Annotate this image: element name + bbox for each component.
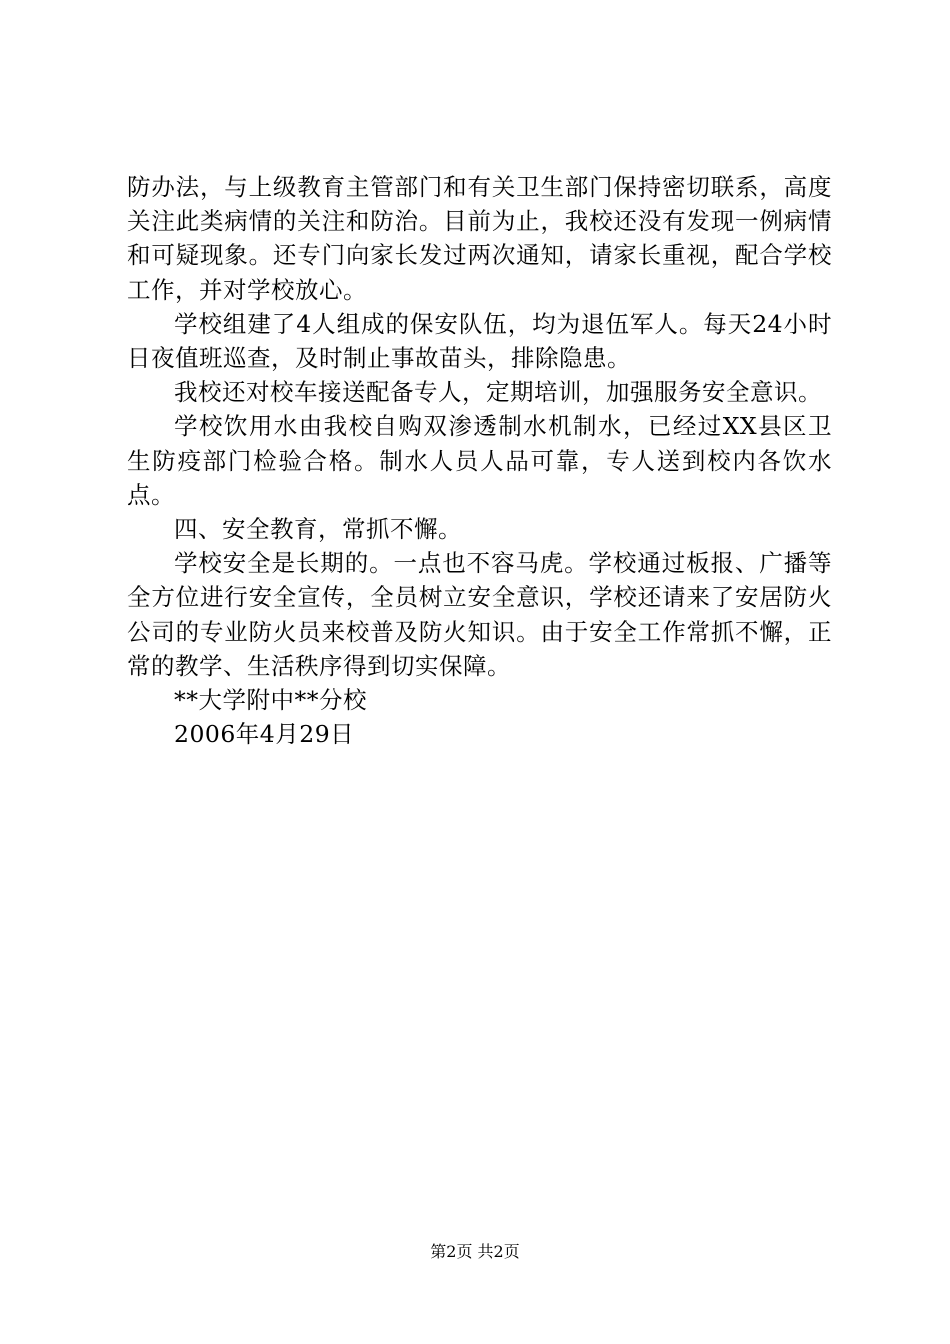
signature-school: **大学附中**分校 [174, 686, 367, 715]
page-footer [0, 1242, 950, 1262]
paragraph-continuation: 防办法，与上级教育主管部门和有关卫生部门保持密切联系，高度关注此类病情的关注和防治。目前为止，我校还没有发现一例病情和可疑现象。还专门向家长发过两次通知，请家长重视，配合学校工作，并对学校放心。 [127, 173, 832, 304]
page-number: 第2页 共2页 [430, 1242, 520, 1261]
paragraph-drinking-water: 学校饮用水由我校自购双渗透制水机制水，已经过XX县区卫生防疫部门检验合格。制水人员人品可靠，专人送到校内各饮水点。 [127, 412, 832, 509]
paragraph-security-team: 学校组建了4人组成的保安队伍，均为退伍军人。每天24小时日夜值班巡查，及时制止事故苗头，排除隐患。 [127, 309, 832, 373]
paragraph-school-bus: 我校还对校车接送配备专人，定期培训，加强服务安全意识。 [174, 378, 822, 407]
section-heading-safety-education: 四、安全教育，常抓不懈。 [174, 515, 462, 544]
paragraph-safety-education: 学校安全是长期的。一点也不容马虎。学校通过板报、广播等全方位进行安全宣传，全员树立安全意识，学校还请来了安居防火公司的专业防火员来校普及防火知识。由于安全工作常抓不懈，正常的教学、生活秩序得到切实保障。 [127, 549, 832, 680]
document-body [127, 170, 832, 751]
signature-date: 2006年4月29日 [174, 720, 355, 749]
